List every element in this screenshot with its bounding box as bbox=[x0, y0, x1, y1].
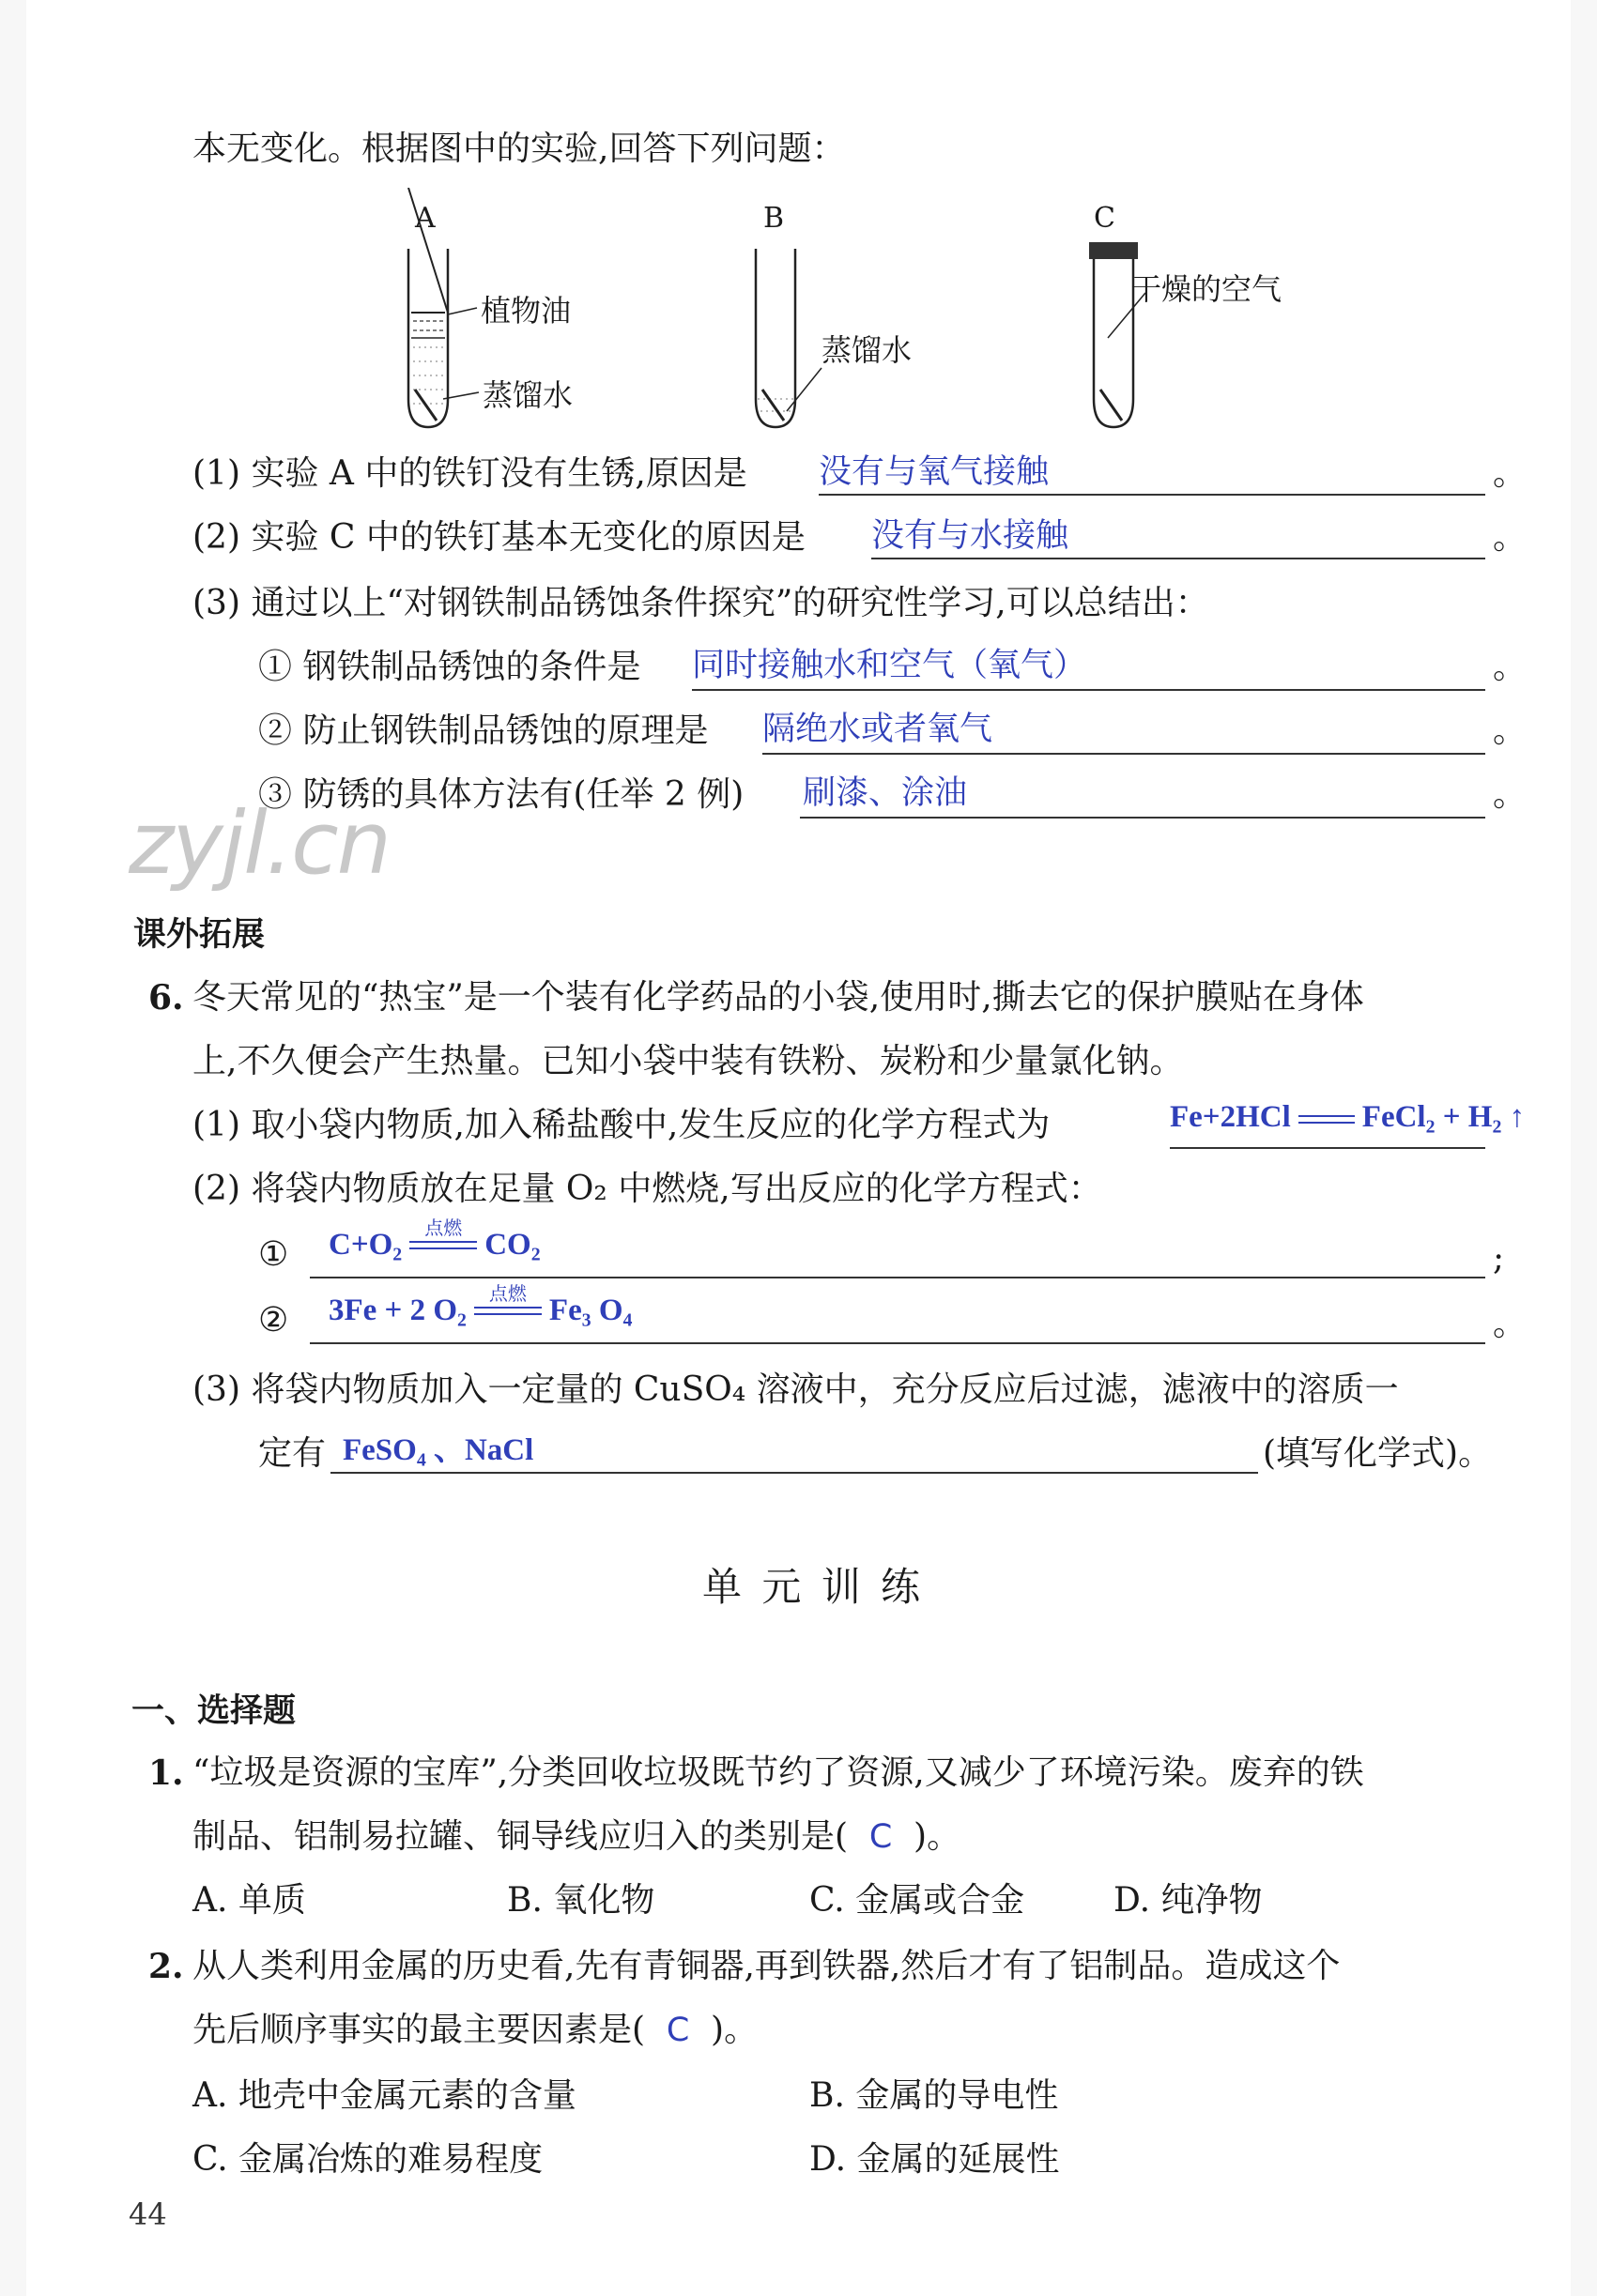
q5-part3-text: (3) 通过以上“对钢铁制品锈蚀条件探究”的研究性学习,可以总结出： bbox=[192, 584, 1209, 622]
unit-title: 单 元 训 练 bbox=[702, 1564, 925, 1610]
mc2-line1: 从人类利用金属的历史看,先有青铜器,再到铁器,然后才有了铝制品。造成这个 bbox=[192, 1947, 1341, 1985]
q6-eq2-label: ② bbox=[258, 1301, 289, 1339]
eq1-reactants: C+O₂ bbox=[329, 1228, 403, 1262]
mc1-option-b[interactable]: B. 氧化物 bbox=[507, 1881, 655, 1920]
answer-line bbox=[330, 1472, 1258, 1474]
mc1-line2 bbox=[192, 1815, 960, 1859]
mc1-answer: C bbox=[868, 1818, 893, 1856]
q5-sub1-text: ① 钢铁制品锈蚀的条件是 bbox=[258, 648, 641, 686]
eq1-products: CO₂ bbox=[484, 1228, 541, 1262]
q6-part3-prefix: 定有 bbox=[258, 1434, 327, 1473]
label-distilled-water-a: 蒸馏水 bbox=[483, 377, 574, 413]
mc2-stem: 先后顺序事实的最主要因素是( bbox=[192, 2011, 646, 2049]
mc2-stem-end: )。 bbox=[711, 2011, 759, 2049]
eq1-condition: 点燃 bbox=[424, 1217, 463, 1240]
q6-part3-line1: (3) 将袋内物质加入一定量的 CuSO₄ 溶液中，充分反应后过滤，滤液中的溶质一 bbox=[192, 1370, 1399, 1409]
q5-sub3-text: ③ 防锈的具体方法有(任举 2 例) bbox=[258, 775, 745, 814]
period: 。 bbox=[1493, 1305, 1528, 1343]
q6-part1-reactants: Fe+2HCl bbox=[1170, 1100, 1291, 1134]
q6-eq1-label: ① bbox=[258, 1235, 289, 1274]
mc2-line2 bbox=[192, 2009, 758, 2052]
answer-line bbox=[762, 753, 1485, 755]
answer-line bbox=[310, 1342, 1485, 1344]
answer-line bbox=[800, 817, 1485, 819]
period: 。 bbox=[1493, 454, 1528, 493]
eq2-products: Fe₃ O₄ bbox=[548, 1293, 633, 1327]
section-extension-heading: 课外拓展 bbox=[133, 916, 266, 954]
mc1-option-d[interactable]: D. 纯净物 bbox=[1113, 1881, 1263, 1920]
mc1-option-c[interactable]: C. 金属或合金 bbox=[809, 1881, 1025, 1920]
q5-sub2-answer: 隔绝水或者氧气 bbox=[762, 711, 993, 748]
mc1-number: 1. bbox=[148, 1753, 184, 1793]
q5-sub2-text: ② 防止钢铁制品锈蚀的原理是 bbox=[258, 712, 709, 750]
test-tube-figure bbox=[394, 188, 1314, 441]
q6-number: 6. bbox=[148, 978, 184, 1018]
label-c: C bbox=[1094, 202, 1115, 235]
mc1-stem: 制品、铝制易拉罐、铜导线应归入的类别是( bbox=[192, 1817, 849, 1856]
eq2-reactants: 3Fe + 2 O₂ bbox=[329, 1293, 467, 1327]
section-choice-heading: 一、选择题 bbox=[131, 1692, 297, 1730]
page-number: 44 bbox=[129, 2197, 167, 2232]
q6-line2: 上,不久便会产生热量。已知小袋中装有铁粉、炭粉和少量氯化钠。 bbox=[192, 1042, 1184, 1080]
period: 。 bbox=[1493, 518, 1528, 557]
eq2-condition: 点燃 bbox=[488, 1282, 527, 1306]
q6-part2-text: (2) 将袋内物质放在足量 O₂ 中燃烧,写出反应的化学方程式： bbox=[192, 1170, 1102, 1208]
q5-sub3-answer: 刷漆、涂油 bbox=[803, 774, 968, 812]
label-b: B bbox=[763, 202, 785, 235]
q6-line1: 冬天常见的“热宝”是一个装有化学药品的小袋,使用时,撕去它的保护膜贴在身体 bbox=[192, 978, 1364, 1017]
mc1-option-a[interactable]: A. 单质 bbox=[192, 1881, 306, 1920]
q6-eq1-answer bbox=[329, 1217, 541, 1263]
q6-part3-suffix: (填写化学式)。 bbox=[1263, 1434, 1493, 1473]
label-distilled-water-b: 蒸馏水 bbox=[822, 332, 913, 368]
semicolon: ; bbox=[1493, 1239, 1505, 1278]
q6-part1-products: FeCl₂ + H₂ ↑ bbox=[1361, 1100, 1526, 1134]
q6-part3-answer: FeSO₄ 、NaCl bbox=[343, 1433, 534, 1467]
period: 。 bbox=[1493, 775, 1528, 814]
period: 。 bbox=[1493, 648, 1528, 686]
q5-sub1-answer: 同时接触水和空气（氧气） bbox=[692, 647, 1087, 684]
q6-eq2-answer bbox=[329, 1282, 633, 1328]
q6-part1-answer bbox=[1170, 1100, 1525, 1135]
mc2-option-d[interactable]: D. 金属的延展性 bbox=[809, 2140, 1060, 2179]
mc2-option-c[interactable]: C. 金属冶炼的难易程度 bbox=[192, 2140, 544, 2179]
q5-part2-text: (2) 实验 C 中的铁钉基本无变化的原因是 bbox=[192, 518, 806, 557]
mc2-answer: C bbox=[666, 2012, 690, 2049]
answer-line bbox=[692, 689, 1485, 691]
mc2-number: 2. bbox=[148, 1947, 184, 1986]
mc1-stem-end: )。 bbox=[914, 1817, 961, 1856]
period: 。 bbox=[1493, 712, 1528, 750]
q5-part2-answer: 没有与水接触 bbox=[871, 517, 1069, 555]
answer-line bbox=[819, 494, 1485, 496]
answer-line bbox=[871, 558, 1485, 559]
watermark: zyjl.cn bbox=[129, 793, 390, 894]
q6-part1-text: (1) 取小袋内物质,加入稀盐酸中,发生反应的化学方程式为 bbox=[192, 1106, 1051, 1144]
label-dry-air: 干燥的空气 bbox=[1131, 271, 1282, 307]
mc1-line1: “垃圾是资源的宝库”,分类回收垃圾既节约了资源,又减少了环境污染。废弃的铁 bbox=[192, 1753, 1364, 1792]
label-a: A bbox=[415, 202, 436, 235]
mc2-option-b[interactable]: B. 金属的导电性 bbox=[809, 2076, 1059, 2115]
q5-part1-answer: 没有与氧气接触 bbox=[819, 453, 1050, 491]
label-vegetable-oil: 植物油 bbox=[481, 293, 572, 329]
answer-line bbox=[1170, 1147, 1485, 1149]
mc2-option-a[interactable]: A. 地壳中金属元素的含量 bbox=[192, 2076, 576, 2115]
intro-text: 本无变化。根据图中的实验,回答下列问题： bbox=[192, 130, 846, 168]
q5-part1-text: (1) 实验 A 中的铁钉没有生锈,原因是 bbox=[192, 454, 747, 493]
